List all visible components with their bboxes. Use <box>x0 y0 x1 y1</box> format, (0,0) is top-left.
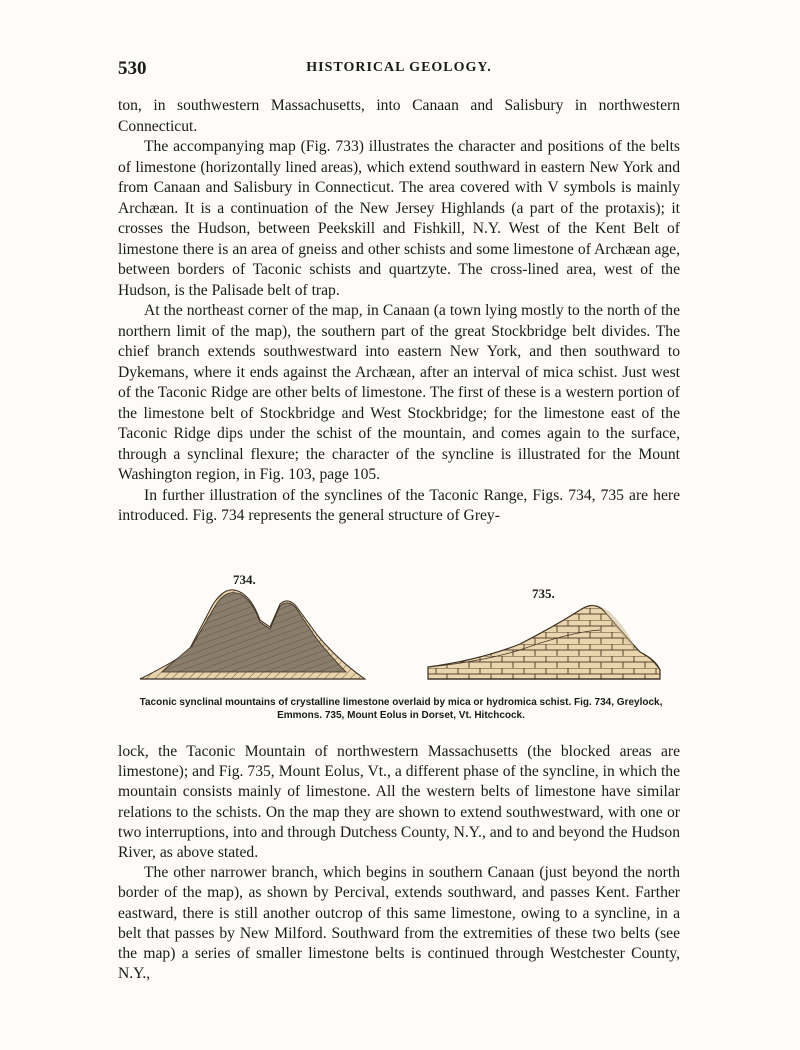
figure-illustrations <box>100 572 700 692</box>
paragraph-greylock: lock, the Taconic Mountain of northwestern Massachusetts (the blocked areas are limestone); and Fig. 735, Mount Eolus, Vt., a different phase of the syncline, in which the mountain consists mainly of limestone. All the western belts of limestone have similar relations to the schists. On the map they are shown to extend southwestward, with one or two interruptions, into and through Dutchess County, N.Y., and to and beyond the Hudson River, as above stated. <box>118 743 680 862</box>
paragraph-northeast: At the northeast corner of the map, in Canaan (a town lying mostly to the north of the northern limit of the map), the southern part of the great Stockbridge belt divides. The chief branch extends southwestward into eastern New York, and then southward to Dykemans, where it ends against the Archæan, after an interval of mica schist. Just west of the Taconic Ridge are other belts of limestone. The first of these is a western portion of the limestone belt of Stockbridge and West Stockbridge; for the limestone east of the Taconic Ridge dips under the schist of the mountain, and comes again to the surface, through a synclinal flexure; the character of the syncline is illustrated for the Mount Washington region, in Fig. 103, page 105. <box>118 302 680 483</box>
paragraph-illustration: In further illustration of the synclines of the Taconic Range, Figs. 734, 735 are here introduced. Fig. 734 represents the general structure of Grey- <box>118 486 680 524</box>
running-head: HISTORICAL GEOLOGY. <box>306 60 492 75</box>
figure-734-greylock <box>140 590 365 679</box>
page-number: 530 <box>118 58 147 79</box>
figure-735-mount-eolus <box>428 605 660 679</box>
paragraph-continuation: ton, in southwestern Massachusetts, into Canaan and Salisbury in northwestern Connecticut. <box>118 97 680 135</box>
figure-area <box>100 572 700 692</box>
page-header <box>118 58 680 82</box>
paragraph-narrower-branch: The other narrower branch, which begins in southern Canaan (just beyond the north border of the map), as shown by Percival, extends southward, and passes Kent. Farther eastward, there is still another outcrop of this same limestone, owing to a syncline, in a belt that passes by New Milford. Southward from the extremities of these two belts (see the map) a series of smaller limestone belts is continued through Westchester County, N.Y., <box>118 864 680 983</box>
paragraph-map: The accompanying map (Fig. 733) illustrates the character and positions of the belts of limestone (horizontally lined areas), which extend southward in eastern New York and from Canaan and Salisbury in Connecticut. The area covered with V symbols is mainly Archæan. It is a continuation of the New Jersey Highlands (a part of the protaxis); it crosses the Hudson, between Peekskill and Fishkill, N.Y. West of the Kent Belt of limestone there is an area of gneiss and other schists and some limestone of Archæan age, between borders of Taconic schists and quartzyte. The cross-lined area, west of the Hudson, is the Palisade belt of trap. <box>118 138 680 299</box>
figure-735-label: 735. <box>532 586 555 601</box>
caption-line-2: Emmons. 735, Mount Eolus in Dorset, Vt. Hitchcock. <box>277 710 525 721</box>
figure-caption <box>102 696 700 722</box>
caption-line-1: Taconic synclinal mountains of crystalline limestone overlaid by mica or hydromica schist. Fig. 734, Greylock, <box>139 697 663 708</box>
text-block-bottom <box>118 742 680 984</box>
text-block-top <box>118 96 680 527</box>
figure-734-label: 734. <box>233 572 256 587</box>
